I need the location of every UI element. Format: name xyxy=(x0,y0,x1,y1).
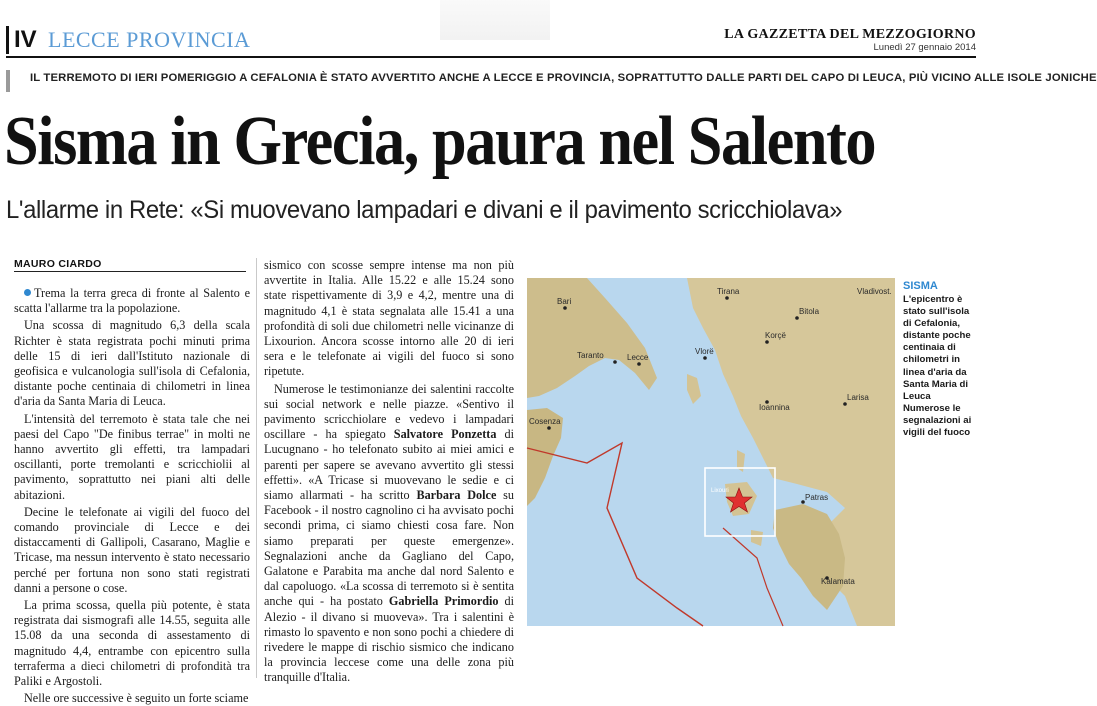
article-subheadline: L'allarme in Rete: «Si muovevano lampadari e divani e il pavimento scricchiolava» xyxy=(6,196,843,224)
page-number: IV xyxy=(6,26,52,54)
newspaper-name: LA GAZZETTA DEL MEZZOGIORNO xyxy=(724,27,976,42)
map-label: Kalamata xyxy=(821,577,855,586)
article-column-1 xyxy=(14,286,250,706)
paragraph: Decine le telefonate ai vigili del fuoco del comando provinciale di Lecce e dei distaccamenti di Gallipoli, Casarano, Maglie e Tricase, ma nessun intervento è stato necessario perché per fortuna non sono stati registrati danni a persone o cose. xyxy=(14,504,250,595)
top-scan-artifact xyxy=(440,0,550,40)
column-divider xyxy=(256,258,257,678)
map-label: Patras xyxy=(805,493,829,502)
paragraph: L'intensità del terremoto è stata tale che nei paesi del Capo "De finibus terrae" in molti ne hanno avvertito gli effetti, tra lampadari oscillanti, porte tremolanti e scricchiolii al pavimento, soprattutto nei piani alti delle abitazioni. xyxy=(14,411,250,502)
quoted-person: Salvatore Ponzetta xyxy=(393,427,497,442)
issue-date: Lunedì 27 gennaio 2014 xyxy=(873,42,976,53)
quoted-person: Barbara Dolce xyxy=(416,488,497,503)
caption-title: SISMA xyxy=(903,280,938,292)
map-label: Ioannina xyxy=(759,403,790,412)
map-label: Tirana xyxy=(717,287,740,296)
paragraph: Trema la terra greca di fronte al Salento e scatta l'allarme tra la popolazione. xyxy=(14,286,250,316)
map-label: Lecce xyxy=(627,353,649,362)
quoted-person: Gabriella Primordio xyxy=(388,594,499,609)
header-divider xyxy=(6,56,976,58)
paragraph: Nelle ore successive è seguito un forte sciame xyxy=(24,691,249,706)
article-column-2 xyxy=(264,258,515,685)
article-kicker: IL TERREMOTO DI IERI POMERIGGIO A CEFALONIA È STATO AVVERTITO ANCHE A LECCE E PROVINCIA, SOPRATTUTTO DALLE PARTI DEL CAPO DI LEUCA, PIÙ VICINO ALLE ISOLE JONICHE xyxy=(30,72,1097,84)
map-label: Larisa xyxy=(847,393,869,402)
map-label: Korçë xyxy=(765,331,786,340)
paragraph: La prima scossa, quella più potente, è stata registrata dai sismografi alle 14.55, seguita alle 15.08 da una seconda di assestamento di magnitudo 4,4, entrambe con epicentro sulla terraferma a dieci chilometri di profondità tra Paliki e Argostoli. xyxy=(14,598,250,689)
paragraph: sismico con scosse sempre intense ma non più avvertite in Italia. Alle 15.22 e alle 15.24 sono state rispettivamente di 3,9 e 4,2, mentre una di magnitudo 4,1 è stata segnalata alle 15.41 a una profondità di soli due chilometri nelle vicinanze di Lixourion. Ancora scosse intorno alle 20 di ieri sera e le telefonate ai vigili del fuoco si sono ripetute. xyxy=(264,258,514,379)
paragraph: Numerose le testimonianze dei salentini raccolte sui social network e nelle piazze. «Sentivo il pavimento scricchiolare e vedevo i lampadari oscillare - ha spiegato Salvatore Ponzetta di Lucugnano - ho telefonato subito ai miei amici e parenti per sapere se avevano avvertito gli stessi effetti». «A Tricase si muovevano le sedie e ci siamo allarmati - ha scritto Barbara Dolce su Facebook - il nostro cagnolino ci ha avvisato pochi secondi prima, ci siamo chiesti cosa fare. Non siamo preparati per queste emergenze». Segnalazioni anche da Gagliano del Capo, Galatone e Parabita ma anche dal nord Salento e dal capoluogo. «La scossa di terremoto si è sentita anche qui - ha postato Gabriella Primordio di Alezio - il divano si muoveva». Tra i salentini è rimasto lo spavento e non sono pochi a chiedere di rivedere le mappe di rischio sismico che indicano la provincia leccese come una delle zona più tranquille d'Italia. xyxy=(264,381,515,685)
map-label: Vladivost. xyxy=(857,287,892,296)
byline: MAURO CIARDO xyxy=(14,258,246,272)
map-label: Vlorë xyxy=(695,347,714,356)
paragraph-bullet-icon xyxy=(24,289,31,296)
map-label: Taranto xyxy=(577,351,604,360)
article-headline: Sisma in Grecia, paura nel Salento xyxy=(4,103,876,180)
map-label: Lixouri xyxy=(711,488,729,494)
map-label: Bitola xyxy=(799,307,820,316)
paragraph: Una scossa di magnitudo 6,3 della scala Richter è stata registrata pochi minuti prima delle 15 di ieri dall'Istituto nazionale di geofisica e vulcanologia sull'isola di Cefalonia, distante poche centinaia di chilometri in linea d'aria da Santa Maria di Leuca. xyxy=(14,318,250,409)
map-label: Bari xyxy=(557,297,572,306)
kicker-marker xyxy=(6,70,10,92)
map-caption: L'epicentro è stato sull'isola di Cefalonia, distante poche centinaia di chilometri in linea d'aria da Santa Maria di Leuca Numerose le segnalazioni ai vigili del fuoco xyxy=(903,294,972,439)
map-label: Cosenza xyxy=(529,417,561,426)
earthquake-map xyxy=(527,278,895,626)
section-title: LECCE PROVINCIA xyxy=(48,27,251,52)
